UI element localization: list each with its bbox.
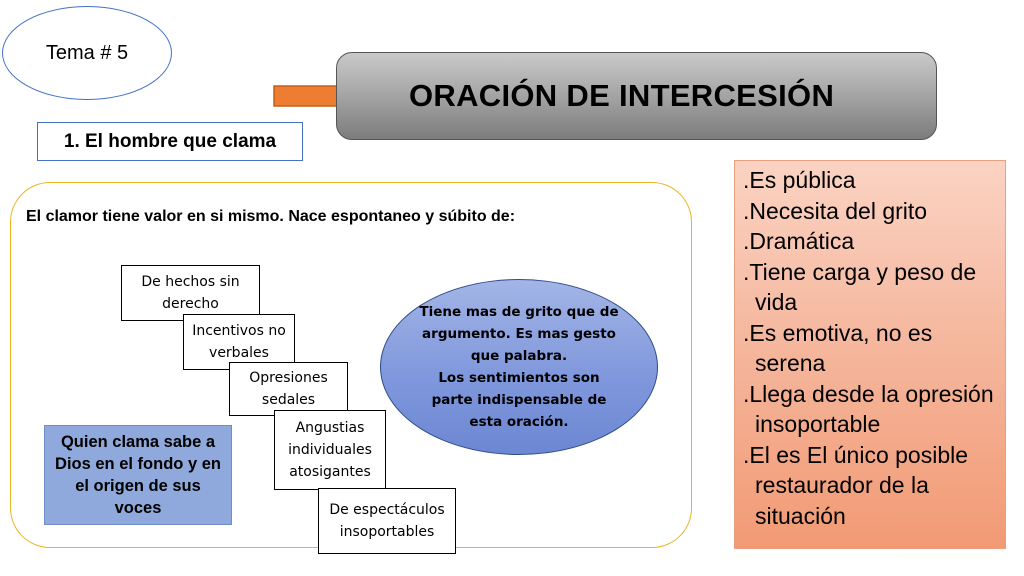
cause-text: De espectáculos insoportables: [329, 502, 445, 540]
cause-text: Angustias individuales atosigantes: [288, 420, 372, 480]
cause-text: De hechos sin derecho: [141, 274, 240, 312]
list-item: .El es El único posible restaurador de la situación: [743, 441, 969, 529]
cause-text: Opresiones sedales: [249, 370, 328, 408]
list-item: .Necesita del grito: [743, 197, 928, 224]
subtitle-text: 1. El hombre que clama: [63, 130, 277, 152]
cause-text: Incentivos no verbales: [192, 323, 286, 361]
ellipse-text-2: Los sentimientos son parte indispensable de esta oración.: [431, 370, 607, 430]
list-item: .Tiene carga y peso de vida: [743, 258, 977, 315]
cause-box: [274, 410, 386, 490]
list-item: .Dramática: [743, 228, 855, 254]
section-subtitle: [37, 122, 303, 161]
title-banner: [336, 52, 937, 140]
cause-box: [318, 488, 456, 554]
topic-label: Tema # 5: [45, 41, 129, 64]
intro-text: El clamor tiene valor en si mismo. Nace espontaneo y súbito de:: [26, 208, 516, 225]
summary-ellipse: [380, 279, 658, 455]
characteristics-list: [734, 160, 1006, 549]
list-item: .Es pública: [743, 167, 856, 193]
page-title: ORACIÓN DE INTERCESIÓN: [409, 78, 835, 113]
ellipse-text-1: Tiene mas de grito que de argumento. Es mas gesto que palabra.: [419, 304, 619, 364]
list-item: .Llega desde la opresión insoportable: [743, 380, 994, 437]
topic-oval: [2, 6, 172, 100]
key-statement-box: [44, 425, 232, 525]
list-item: .Es emotiva, no es serena: [743, 319, 933, 376]
key-statement-text: Quien clama sabe a Dios en el fondo y en el origen de sus voces: [55, 433, 221, 517]
cause-box: [121, 265, 260, 321]
cause-box: [229, 362, 348, 416]
